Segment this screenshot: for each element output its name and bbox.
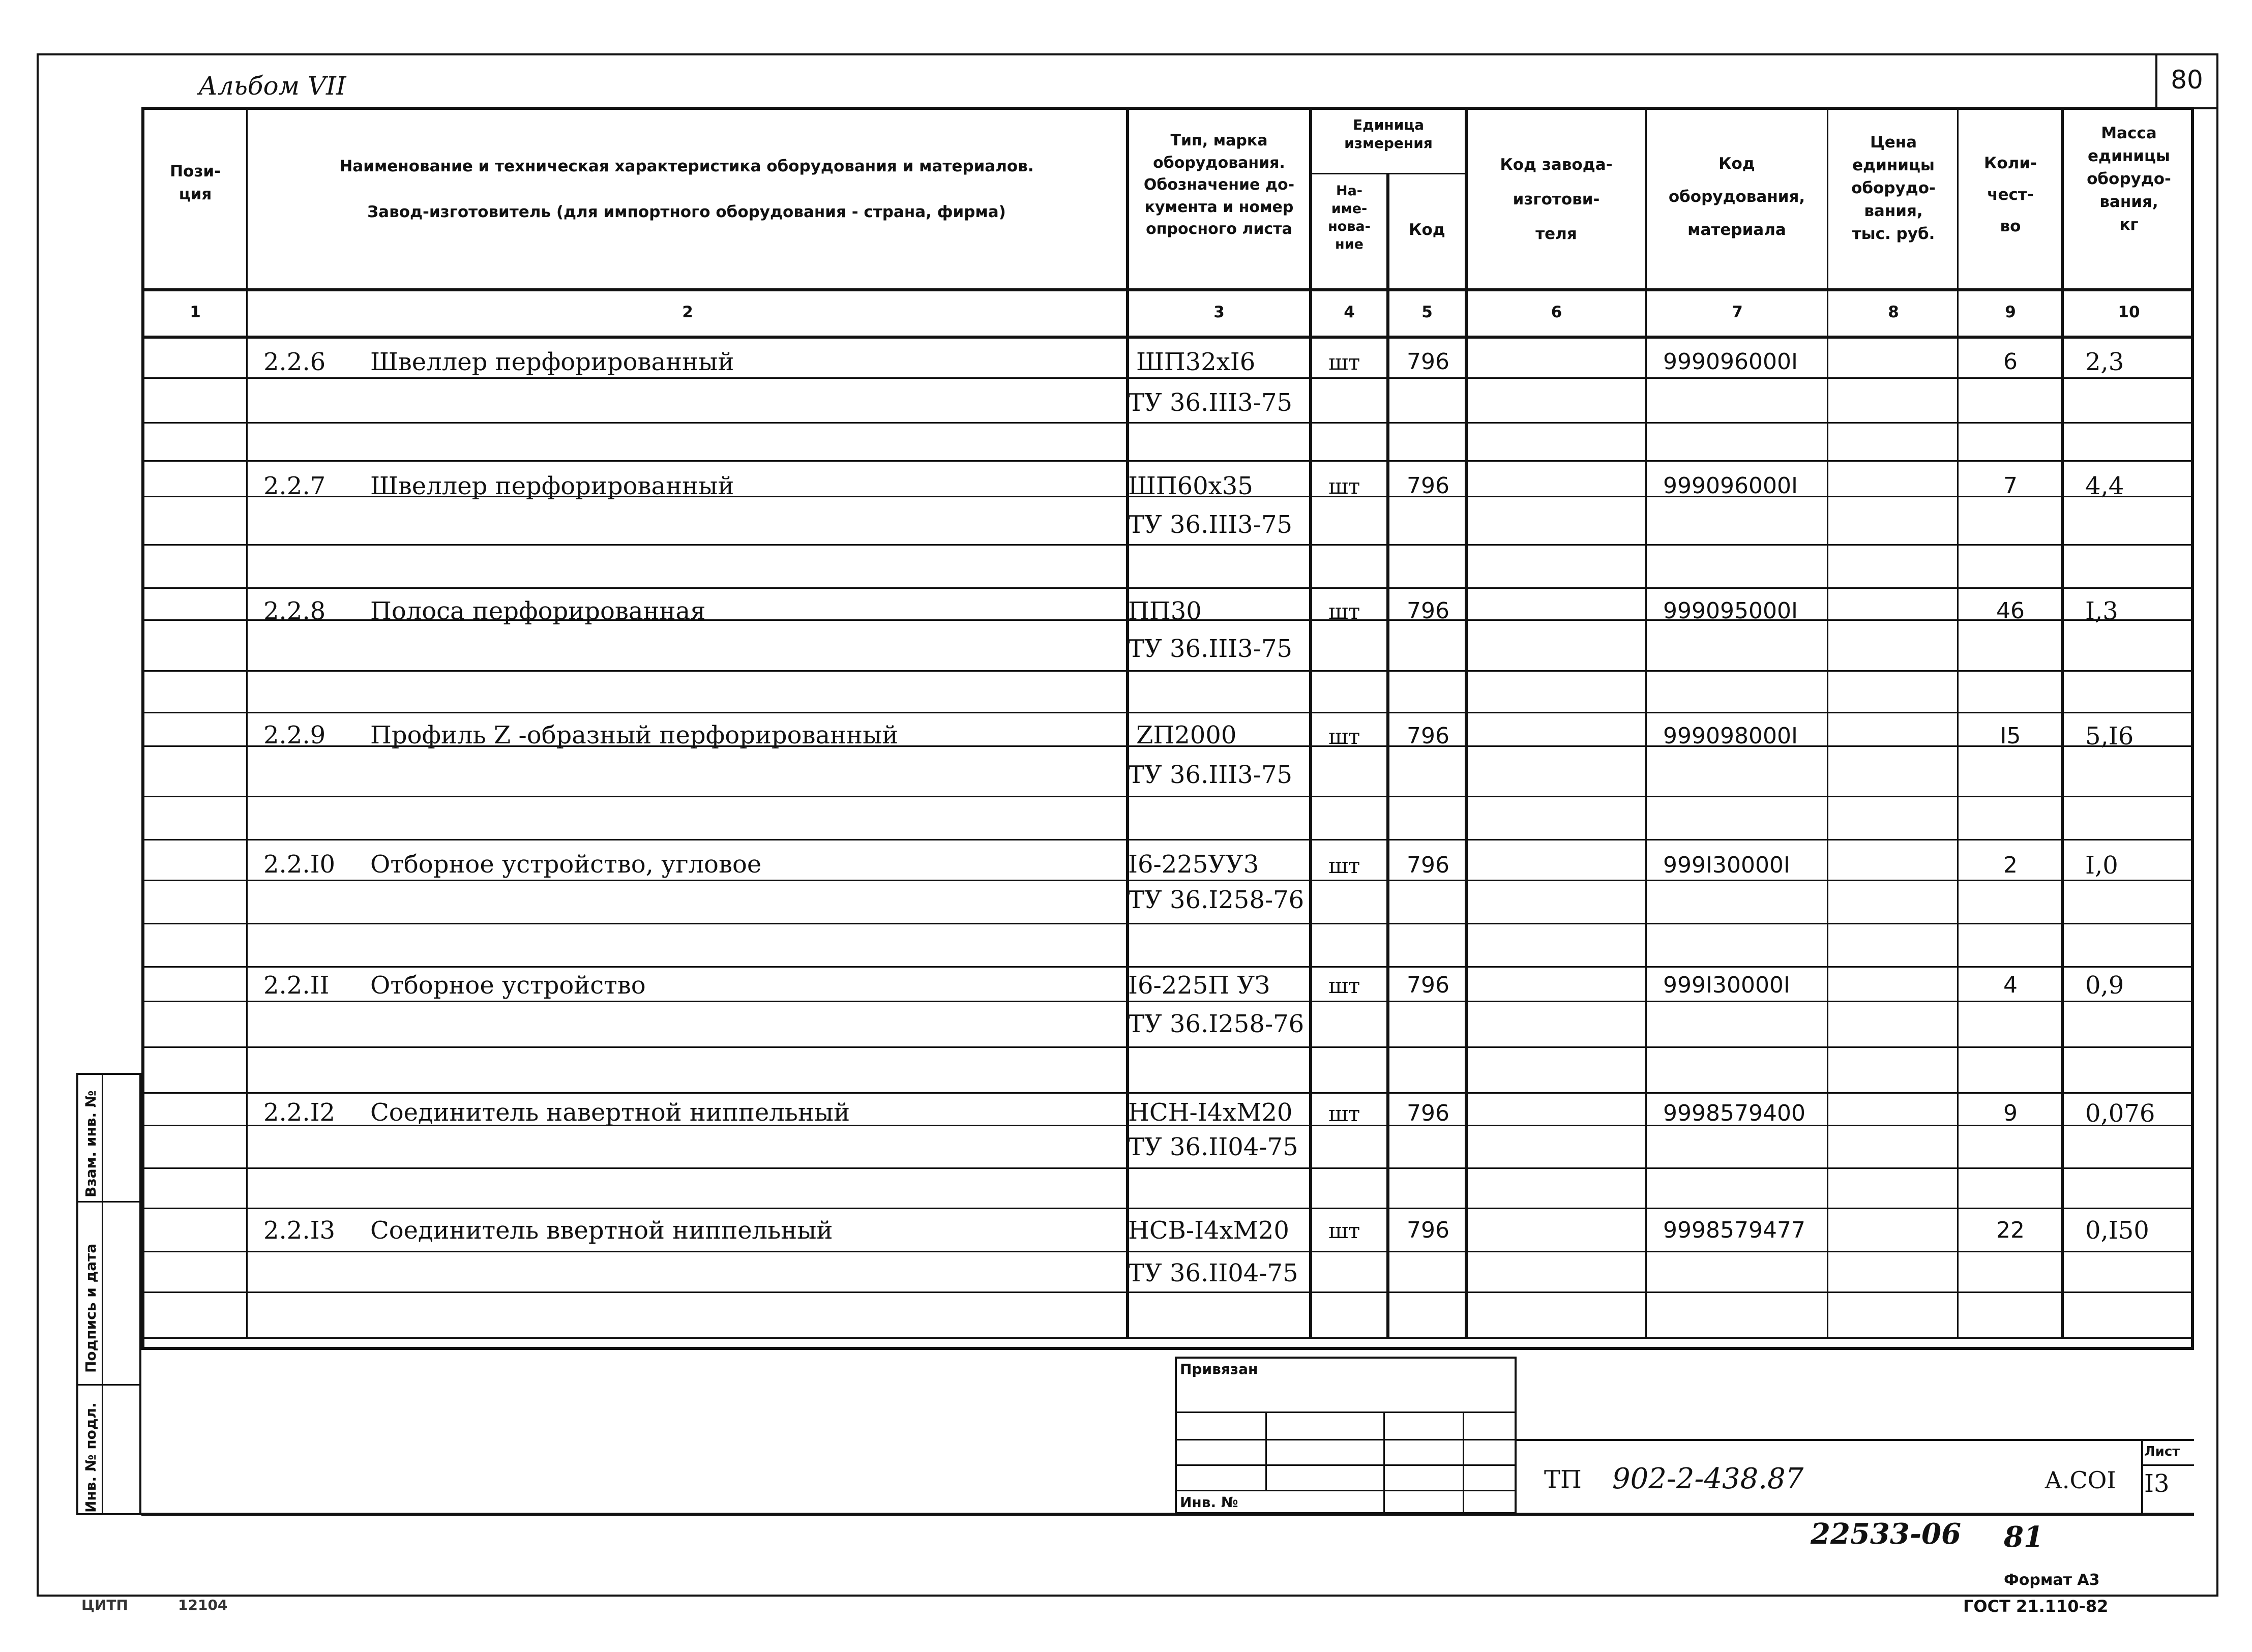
row-mass: 2,3 [2085, 348, 2124, 376]
row-unit: шт [1328, 973, 1360, 998]
row-mass: 0,076 [2085, 1099, 2155, 1128]
header-equipment-code: Код оборудования, материала [1668, 155, 1805, 239]
row-position: 2.2.I3 [263, 1216, 336, 1245]
row-separator [141, 839, 2194, 840]
row-unit: шт [1328, 474, 1360, 499]
col-num-7: 7 [1732, 303, 1743, 321]
album-code: А.COI [2044, 1466, 2116, 1494]
row-type: I6-225УУ3 [1128, 850, 1259, 879]
row-unit: шт [1328, 350, 1360, 375]
row-unit: шт [1328, 1101, 1360, 1126]
col-num-6: 6 [1551, 303, 1562, 321]
row-separator [141, 1001, 2194, 1002]
stamp-inv-label: Инв. № [1180, 1494, 1238, 1511]
header-unit-code: Код [1409, 221, 1445, 239]
row-separator [141, 712, 2194, 713]
row-mass: 0,I50 [2085, 1216, 2149, 1245]
row-mass: 4,4 [2085, 472, 2124, 500]
row-name: Отборное устройство [370, 971, 646, 1000]
row-doc: ТУ 36.I258-76 [1128, 1010, 1305, 1038]
col-num-9: 9 [2005, 303, 2016, 321]
row-type: ZП2000 [1136, 721, 1237, 749]
row-mass: 5,I6 [2085, 722, 2134, 750]
row-code: 9998579400 [1663, 1100, 1805, 1126]
header-unit-name: На- име- нова- ние [1328, 183, 1371, 253]
row-quantity: 22 [1996, 1217, 2025, 1243]
row-separator [141, 966, 2194, 968]
row-position: 2.2.I2 [263, 1098, 336, 1127]
row-separator [141, 1337, 2194, 1339]
col-line-7 [1827, 107, 1828, 1337]
row-name: Отборное устройство, угловое [370, 850, 762, 879]
row-type: I6-225П УЗ [1128, 971, 1270, 1000]
row-quantity: 7 [2003, 473, 2018, 499]
header-mass: Масса единицы оборудо- вания, кг [2087, 124, 2171, 234]
row-code: 999095000I [1663, 598, 1798, 624]
col-line-8 [1957, 107, 1959, 1337]
row-quantity: 2 [2003, 852, 2018, 878]
row-separator [141, 796, 2194, 797]
row-doc: ТУ 36.III3-75 [1128, 761, 1293, 789]
header-quantity: Коли- чест- во [1984, 154, 2037, 235]
row-quantity: 46 [1996, 598, 2025, 624]
row-mass: I,0 [2085, 851, 2118, 880]
row-unit-code: 796 [1407, 852, 1449, 878]
row-doc: ТУ 36.II04-75 [1128, 1259, 1298, 1287]
row-separator [141, 587, 2194, 589]
row-separator [141, 1251, 2194, 1252]
stamp-vline-1 [1265, 1411, 1267, 1490]
citp-number: 12104 [178, 1597, 228, 1613]
row-name: Соединитель ввертной ниппельный [370, 1216, 833, 1245]
stamp-line-2 [1175, 1439, 1517, 1440]
row-separator [141, 670, 2194, 672]
header-unit-group: Единица измерения [1344, 116, 1433, 152]
row-unit: шт [1328, 599, 1360, 624]
col-num-2: 2 [682, 303, 693, 321]
side-label-inv-podl: Инв. № подл. [82, 1402, 99, 1513]
row-unit-code: 796 [1407, 1217, 1449, 1243]
stamp-line-4 [1175, 1490, 1517, 1491]
gost-label: ГОСТ 21.110-82 [1963, 1597, 2109, 1616]
header-type: Тип, марка оборудования. Обозначение до- кумента и номер опросного листа [1143, 132, 1295, 238]
row-mass: 0,9 [2085, 971, 2124, 1000]
row-separator [141, 544, 2194, 546]
row-name: Швеллер перфорированный [370, 348, 734, 376]
row-position: 2.2.I0 [263, 850, 336, 879]
row-name: Швеллер перфорированный [370, 472, 734, 500]
row-type: ШП32хI6 [1136, 348, 1256, 376]
row-unit-code: 796 [1407, 473, 1449, 499]
col-num-4: 4 [1344, 303, 1355, 321]
row-name: Полоса перфорированная [370, 597, 706, 625]
row-code: 999096000I [1663, 349, 1798, 375]
row-unit: шт [1328, 724, 1360, 749]
col-line-6 [1645, 107, 1647, 1337]
header-factory-code: Код завода- изготови- теля [1500, 156, 1613, 244]
row-unit: шт [1328, 1218, 1360, 1243]
row-unit-code: 796 [1407, 598, 1449, 624]
row-doc: ТУ 36.III3-75 [1128, 635, 1293, 663]
row-position: 2.2.8 [263, 597, 326, 625]
row-separator [141, 923, 2194, 924]
row-doc: ТУ 36.III3-75 [1128, 388, 1293, 417]
sheet-box-line [2141, 1464, 2194, 1466]
row-type: НСВ-I4хМ20 [1128, 1216, 1289, 1245]
col-line-4 [1386, 173, 1389, 1337]
header-name-line2: Завод-изготовитель (для импортного оборудования - страна, фирма) [367, 203, 1006, 221]
row-position: 2.2.7 [263, 472, 326, 500]
sheet-label: Лист [2144, 1444, 2180, 1459]
row-name: Соединитель навертной ниппельный [370, 1098, 850, 1127]
col-num-1: 1 [190, 303, 201, 321]
row-code: 999I30000I [1663, 972, 1790, 998]
col-line-5 [1465, 107, 1468, 1337]
header-name-line1: Наименование и техническая характеристика оборудования и материалов. [339, 157, 1034, 175]
row-separator [141, 377, 2194, 379]
handwritten-code: 22533-06 [1811, 1517, 1961, 1551]
stamp-line-1 [1175, 1411, 1517, 1413]
row-quantity: 6 [2003, 349, 2018, 375]
stamp-vline-3 [1463, 1411, 1464, 1514]
side-label-vzam: Взам. инв. № [82, 1090, 99, 1197]
row-doc: ТУ 36.I258-76 [1128, 886, 1305, 914]
row-separator [141, 1291, 2194, 1293]
stamp-vline-2 [1383, 1411, 1385, 1514]
row-type: НСН-I4хМ20 [1128, 1098, 1293, 1127]
col-num-3: 3 [1213, 303, 1225, 321]
row-position: 2.2.9 [263, 721, 326, 749]
row-code: 999096000I [1663, 473, 1798, 499]
row-doc: ТУ 36.III3-75 [1128, 510, 1293, 539]
col-line-1 [246, 107, 248, 1337]
row-unit-code: 796 [1407, 1100, 1449, 1126]
row-unit-code: 796 [1407, 723, 1449, 749]
header-price: Цена единицы оборудо- вания, тыс. руб. [1851, 133, 1936, 243]
row-type: ШП60х35 [1128, 472, 1253, 500]
col-line-9 [2061, 107, 2064, 1337]
sheet-number: I3 [2144, 1469, 2170, 1498]
row-code: 999098000I [1663, 723, 1798, 749]
page-number: 80 [2171, 65, 2203, 95]
row-name: Профиль Z -образный перфорированный [370, 721, 899, 749]
row-quantity: 9 [2003, 1100, 2018, 1126]
row-unit: шт [1328, 853, 1360, 878]
row-separator [141, 1092, 2194, 1094]
project-number: 902-2-438.87 [1612, 1462, 1804, 1495]
side-strip-line-2 [76, 1384, 141, 1386]
col-num-10: 10 [2118, 303, 2140, 321]
row-separator [141, 460, 2194, 462]
col-num-8: 8 [1888, 303, 1899, 321]
row-separator [141, 1208, 2194, 1209]
col-line-3 [1309, 107, 1312, 1337]
header-bottom-line [141, 288, 2194, 291]
row-separator [141, 1046, 2194, 1048]
col-num-5: 5 [1421, 303, 1433, 321]
row-code: 9998579477 [1663, 1217, 1805, 1243]
citp-label: ЦИТП [81, 1597, 128, 1613]
side-label-podpis: Подпись и дата [82, 1243, 99, 1373]
header-position: Пози- ция [170, 162, 221, 203]
side-strip-divider [102, 1073, 103, 1515]
row-mass: I,3 [2085, 597, 2118, 625]
handwritten-number: 81 [2004, 1520, 2043, 1554]
row-type: ПП30 [1128, 597, 1202, 625]
row-position: 2.2.II [263, 971, 330, 1000]
row-unit-code: 796 [1407, 349, 1449, 375]
stamp-privyazan-label: Привязан [1180, 1361, 1258, 1377]
row-separator [141, 880, 2194, 881]
row-position: 2.2.6 [263, 348, 326, 376]
number-row-bottom-line [141, 336, 2194, 339]
format-label: Формат А3 [2004, 1571, 2100, 1589]
row-separator [141, 1167, 2194, 1169]
side-strip-line-1 [76, 1201, 141, 1203]
row-unit-code: 796 [1407, 972, 1449, 998]
row-quantity: 4 [2003, 972, 2018, 998]
row-separator [141, 422, 2194, 424]
tp-label: ТП [1544, 1465, 1582, 1494]
stamp-line-3 [1175, 1464, 1517, 1466]
row-quantity: I5 [2000, 723, 2021, 749]
row-code: 999I30000I [1663, 852, 1790, 878]
row-doc: ТУ 36.II04-75 [1128, 1133, 1298, 1161]
album-label: Альбом VII [198, 71, 346, 101]
